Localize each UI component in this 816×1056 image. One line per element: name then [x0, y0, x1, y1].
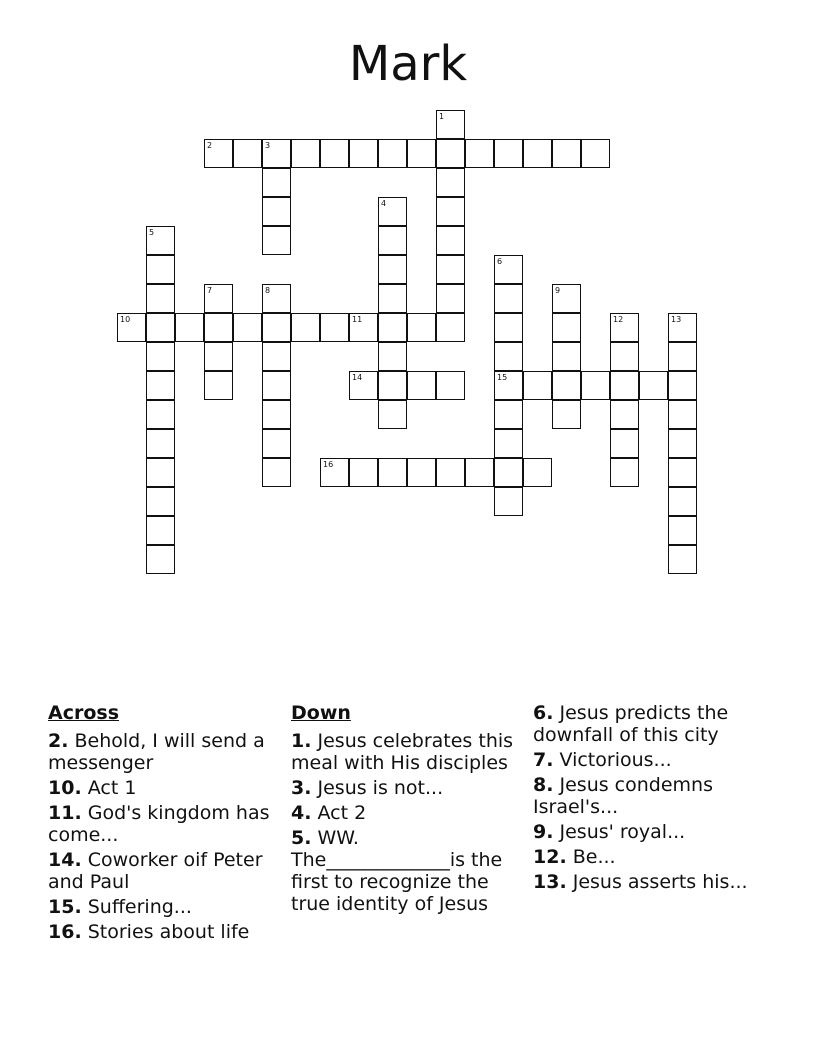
grid-cell[interactable]	[523, 371, 552, 400]
grid-cell[interactable]	[146, 458, 175, 487]
grid-cell[interactable]	[378, 284, 407, 313]
grid-cell[interactable]	[494, 255, 523, 284]
down-heading: Down	[291, 702, 351, 724]
grid-cell[interactable]	[146, 545, 175, 574]
grid-cell[interactable]	[523, 139, 552, 168]
clue-down-12: 12. Be...	[533, 846, 616, 868]
grid-cell[interactable]	[262, 197, 291, 226]
grid-cell[interactable]	[349, 371, 378, 400]
grid-cell[interactable]	[204, 342, 233, 371]
grid-cell[interactable]	[668, 458, 697, 487]
clue-number: 12	[613, 315, 624, 324]
grid-cell[interactable]	[668, 429, 697, 458]
grid-cell[interactable]	[494, 429, 523, 458]
grid-cell[interactable]	[349, 458, 378, 487]
down-clues	[291, 702, 523, 918]
grid-cell[interactable]	[610, 342, 639, 371]
clue-down-5: 5. WW. The_____________is the first to recognize the true identity of Jesus	[291, 827, 503, 915]
grid-cell[interactable]	[436, 255, 465, 284]
clue-number: 4	[381, 199, 387, 208]
clue-number: 15	[497, 373, 508, 382]
grid-cell[interactable]	[552, 284, 581, 313]
across-clues	[48, 702, 280, 946]
clue-number: 16	[323, 460, 334, 469]
clue-across-16: 16. Stories about life	[48, 921, 250, 943]
grid-cell[interactable]	[262, 226, 291, 255]
grid-cell[interactable]	[436, 168, 465, 197]
grid-cell[interactable]	[639, 371, 668, 400]
clue-number: 6	[497, 257, 503, 266]
grid-cell[interactable]	[581, 139, 610, 168]
grid-cell[interactable]	[378, 313, 407, 342]
grid-cell[interactable]	[320, 458, 349, 487]
grid-cell[interactable]	[494, 313, 523, 342]
grid-cell[interactable]	[552, 371, 581, 400]
clue-down-6: 6. Jesus predicts the downfall of this city	[533, 702, 729, 746]
grid-cell[interactable]	[668, 313, 697, 342]
grid-cell[interactable]	[349, 139, 378, 168]
grid-cell[interactable]	[204, 139, 233, 168]
grid-cell[interactable]	[436, 458, 465, 487]
grid-cell[interactable]	[436, 371, 465, 400]
clue-down-9: 9. Jesus' royal...	[533, 821, 686, 843]
grid-cell[interactable]	[378, 458, 407, 487]
grid-cell[interactable]	[262, 458, 291, 487]
clue-down-4: 4. Act 2	[291, 802, 367, 824]
down-clues-continued	[533, 702, 773, 896]
grid-cell[interactable]	[233, 313, 262, 342]
clue-number: 10	[120, 315, 131, 324]
grid-cell[interactable]	[610, 458, 639, 487]
grid-cell[interactable]	[465, 458, 494, 487]
grid-cell[interactable]	[407, 371, 436, 400]
grid-cell[interactable]	[668, 400, 697, 429]
grid-cell[interactable]	[494, 139, 523, 168]
grid-cell[interactable]	[378, 139, 407, 168]
grid-cell[interactable]	[378, 226, 407, 255]
grid-cell[interactable]	[378, 255, 407, 284]
grid-cell[interactable]	[552, 313, 581, 342]
grid-cell[interactable]	[436, 226, 465, 255]
grid-cell[interactable]	[610, 313, 639, 342]
clue-across-15: 15. Suffering...	[48, 896, 192, 918]
grid-cell[interactable]	[146, 342, 175, 371]
grid-cell[interactable]	[668, 342, 697, 371]
grid-cell[interactable]	[262, 284, 291, 313]
grid-cell[interactable]	[494, 487, 523, 516]
grid-cell[interactable]	[436, 197, 465, 226]
grid-cell[interactable]	[349, 313, 378, 342]
grid-cell[interactable]	[668, 516, 697, 545]
clue-down-8: 8. Jesus condemns Israel's...	[533, 774, 713, 818]
grid-cell[interactable]	[378, 197, 407, 226]
grid-cell[interactable]	[291, 139, 320, 168]
grid-cell[interactable]	[262, 342, 291, 371]
clue-number: 3	[265, 141, 271, 150]
grid-cell[interactable]	[407, 458, 436, 487]
grid-cell[interactable]	[378, 342, 407, 371]
grid-cell[interactable]	[378, 371, 407, 400]
clue-number: 1	[439, 112, 445, 121]
clue-down-3: 3. Jesus is not...	[291, 777, 444, 799]
grid-cell[interactable]	[320, 139, 349, 168]
clue-down-7: 7. Victorious...	[533, 749, 672, 771]
grid-cell[interactable]	[146, 516, 175, 545]
grid-cell[interactable]	[262, 429, 291, 458]
grid-cell[interactable]	[465, 139, 494, 168]
grid-cell[interactable]	[668, 545, 697, 574]
clue-number: 9	[555, 286, 561, 295]
grid-cell[interactable]	[610, 429, 639, 458]
grid-cell[interactable]	[494, 342, 523, 371]
grid-cell[interactable]	[146, 371, 175, 400]
grid-cell[interactable]	[668, 371, 697, 400]
grid-cell[interactable]	[494, 458, 523, 487]
clue-number: 2	[207, 141, 213, 150]
grid-cell[interactable]	[146, 226, 175, 255]
clue-across-14: 14. Coworker oif Peter and Paul	[48, 849, 263, 893]
grid-cell[interactable]	[436, 139, 465, 168]
grid-cell[interactable]	[436, 313, 465, 342]
grid-cell[interactable]	[262, 168, 291, 197]
grid-cell[interactable]	[436, 110, 465, 139]
clue-number: 13	[671, 315, 682, 324]
grid-cell[interactable]	[552, 342, 581, 371]
grid-cell[interactable]	[146, 284, 175, 313]
grid-cell[interactable]	[291, 313, 320, 342]
grid-cell[interactable]	[494, 371, 523, 400]
grid-cell[interactable]	[320, 313, 349, 342]
clue-across-2: 2. Behold, I will send a messenger	[48, 730, 265, 774]
grid-cell[interactable]	[523, 458, 552, 487]
across-heading: Across	[48, 702, 120, 724]
grid-cell[interactable]	[610, 400, 639, 429]
grid-cell[interactable]	[146, 255, 175, 284]
grid-cell[interactable]	[262, 313, 291, 342]
clue-across-10: 10. Act 1	[48, 777, 137, 799]
grid-cell[interactable]	[262, 371, 291, 400]
grid-cell[interactable]	[436, 284, 465, 313]
grid-cell[interactable]	[233, 139, 262, 168]
grid-cell[interactable]	[204, 313, 233, 342]
grid-cell[interactable]	[146, 487, 175, 516]
grid-cell[interactable]	[262, 400, 291, 429]
clue-down-1: 1. Jesus celebrates this meal with His disciples	[291, 730, 514, 774]
grid-cell[interactable]	[552, 400, 581, 429]
clue-down-13: 13. Jesus asserts his...	[533, 871, 748, 893]
clue-number: 14	[352, 373, 363, 382]
grid-cell[interactable]	[117, 313, 146, 342]
clue-number: 8	[265, 286, 271, 295]
clue-number: 5	[149, 228, 155, 237]
grid-cell[interactable]	[552, 139, 581, 168]
clue-across-11: 11. God's kingdom has come...	[48, 802, 270, 846]
grid-cell[interactable]	[146, 313, 175, 342]
grid-cell[interactable]	[175, 313, 204, 342]
grid-cell[interactable]	[581, 371, 610, 400]
puzzle-title: Mark	[348, 36, 468, 92]
grid-cell[interactable]	[146, 400, 175, 429]
grid-cell[interactable]	[204, 371, 233, 400]
grid-cell[interactable]	[494, 400, 523, 429]
grid-cell[interactable]	[668, 487, 697, 516]
grid-cell[interactable]	[610, 371, 639, 400]
grid-cell[interactable]	[407, 139, 436, 168]
grid-cell[interactable]	[146, 429, 175, 458]
clue-number: 7	[207, 286, 213, 295]
grid-cell[interactable]	[407, 313, 436, 342]
grid-cell[interactable]	[262, 139, 291, 168]
grid-cell[interactable]	[204, 284, 233, 313]
grid-cell[interactable]	[378, 400, 407, 429]
grid-cell[interactable]	[494, 284, 523, 313]
clue-number: 11	[352, 315, 363, 324]
